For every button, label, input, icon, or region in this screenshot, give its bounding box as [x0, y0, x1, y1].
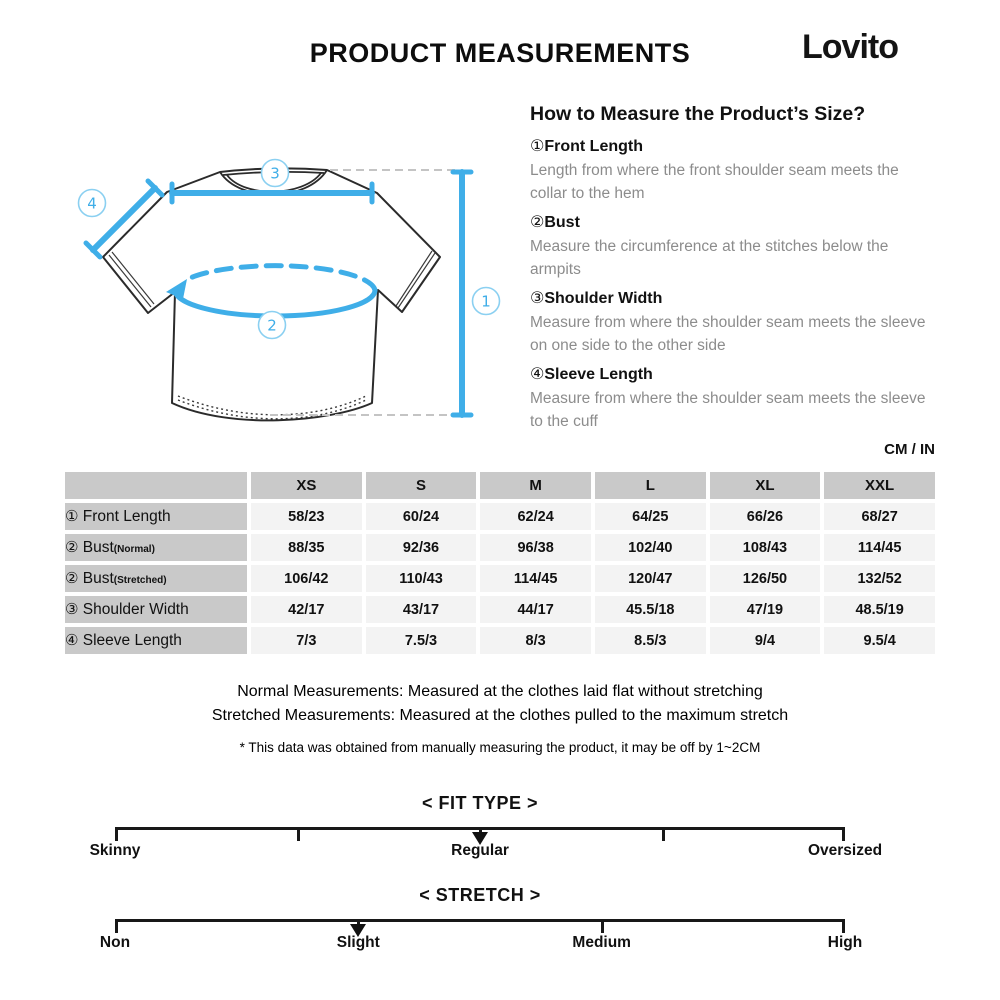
col-xxl: XXL	[824, 472, 935, 499]
col-xl: XL	[710, 472, 821, 499]
stretch-title: < STRETCH >	[419, 885, 541, 905]
svg-text:2: 2	[267, 316, 277, 335]
stretch-scale	[99, 885, 863, 955]
how-to-item-front-length	[530, 135, 934, 205]
col-s: S	[366, 472, 477, 499]
item-label: Sleeve Length	[544, 366, 653, 383]
size-table	[61, 468, 939, 658]
item-desc: Length from where the front shoulder seam meets the collar to the hem	[530, 162, 899, 202]
svg-text:4: 4	[87, 194, 97, 213]
circled-2: ②	[530, 212, 545, 231]
tshirt-outline	[103, 168, 440, 420]
measure-badge-4	[79, 190, 106, 217]
note-normal: Normal Measurements: Measured at the clothes laid flat without stretching	[237, 683, 763, 700]
tick	[601, 922, 604, 933]
table-row: ① Front Length 58/23 60/24 62/24 64/25 66/26 68/27	[65, 503, 935, 530]
stretch-label-high: High	[827, 934, 863, 951]
row-label-bust-normal: ② Bust(Normal)	[65, 534, 247, 561]
stretch-label-non: Non	[99, 934, 131, 951]
svg-text:3: 3	[270, 164, 280, 183]
item-desc: Measure the circumference at the stitches below the armpits	[530, 238, 889, 278]
item-label: Front Length	[544, 138, 643, 155]
row-label-front-length: ① Front Length	[65, 503, 247, 530]
tick	[115, 830, 118, 841]
how-to-item-shoulder-width	[530, 287, 934, 357]
item-desc: Measure from where the shoulder seam meets the sleeve to the cuff	[530, 390, 926, 430]
tick	[842, 830, 845, 841]
measure-badge-3	[262, 160, 289, 187]
front-length-line	[453, 172, 471, 415]
row-label-bust-stretched: ② Bust(Stretched)	[65, 565, 247, 592]
stretch-label-medium: Medium	[572, 934, 631, 951]
table-row: ② Bust(Stretched) 106/42 110/43 114/45 120/47 126/50 132/52	[65, 565, 935, 592]
tick	[662, 830, 665, 841]
table-row: ③ Shoulder Width 42/17 43/17 44/17 45.5/18 47/19 48.5/19	[65, 596, 935, 623]
how-to-item-bust	[530, 211, 934, 281]
circled-4: ④	[530, 364, 545, 383]
col-m: M	[480, 472, 591, 499]
note-stretched: Stretched Measurements: Measured at the clothes pulled to the maximum stretch	[211, 707, 789, 724]
table-row: ② Bust(Normal) 88/35 92/36 96/38 102/40 108/43 114/45	[65, 534, 935, 561]
page-title: PRODUCT MEASUREMENTS	[309, 38, 691, 68]
tick	[115, 922, 118, 933]
brand-logo: Lovito	[802, 28, 898, 66]
footnote: * This data was obtained from manually measuring the product, it may be off by 1~2CM	[239, 740, 761, 755]
circled-1: ①	[530, 136, 545, 155]
item-label: Shoulder Width	[544, 290, 663, 307]
tshirt-diagram	[60, 140, 520, 440]
tick	[297, 830, 300, 841]
col-l: L	[595, 472, 706, 499]
fit-type-title: < FIT TYPE >	[421, 793, 539, 813]
tick	[842, 922, 845, 933]
corner-cell	[65, 472, 247, 499]
fit-label-regular: Regular	[451, 842, 509, 859]
fit-label-oversized: Oversized	[807, 842, 883, 859]
table-row: ④ Sleeve Length 7/3 7.5/3 8/3 8.5/3 9/4 9.5/4	[65, 627, 935, 654]
row-label-sleeve-length: ④ Sleeve Length	[65, 627, 247, 654]
col-xs: XS	[251, 472, 362, 499]
how-to-item-sleeve-length	[530, 363, 934, 433]
measurement-notes	[0, 680, 1000, 728]
item-label: Bust	[544, 214, 580, 231]
row-label-shoulder-width: ③ Shoulder Width	[65, 596, 247, 623]
unit-label: CM / IN	[884, 441, 935, 458]
measure-badge-1	[473, 288, 500, 315]
fit-label-skinny: Skinny	[89, 842, 141, 859]
table-header-row	[65, 472, 935, 499]
circled-3: ③	[530, 288, 545, 307]
how-to-title: How to Measure the Product’s Size?	[530, 103, 866, 125]
stretch-label-slight: Slight	[336, 934, 380, 951]
fit-type-scale	[89, 793, 883, 863]
how-to-section	[530, 103, 934, 433]
measure-badge-2	[259, 312, 286, 339]
item-desc: Measure from where the shoulder seam meets the sleeve on one side to the other side	[530, 314, 926, 354]
svg-text:1: 1	[481, 292, 491, 311]
